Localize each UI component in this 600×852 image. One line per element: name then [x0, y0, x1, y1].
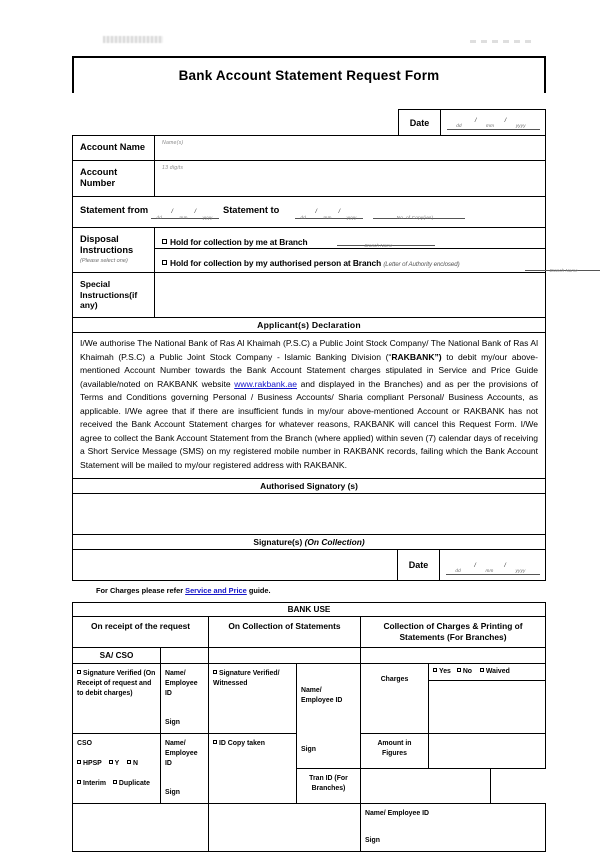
id-copy-taken-label: ID Copy taken: [219, 739, 265, 747]
authorised-signatory-heading-cell: [73, 479, 546, 494]
checkbox-signature-verified-icon[interactable]: [77, 670, 81, 674]
date-slash-2: /: [504, 118, 507, 124]
declaration-part-3: and displayed in the Branches) and as per the provisions of Terms and Conditions governing Personal / Business Accounts/ Sharia compliant Personal/ Business Accounts, as applicable. I/We agree that if there are insufficient funds in my/our above-mentioned Account or RAKBANK has not received the Bank Account Statement charges for whatever reasons, RAKBANK will cancel this Request Form. I/We agree to collect the Bank Account Statement from the Branch (where applied) within seven (7) calendar days of receiving a Short Service Message (SMS) on my registered mobile number in RAKBANK records, failing which the Bank Account Statement will be mailed to my/our registered address with RAKBANK.: [80, 378, 538, 470]
signature-verified-witnessed-cell[interactable]: [209, 663, 297, 733]
branch-name-input-2[interactable]: [525, 261, 600, 271]
account-name-hint: Name(s): [162, 140, 184, 146]
disposal-option-2-text: [162, 258, 460, 268]
sa-cso-label: SA/ CSO: [99, 650, 134, 660]
bank-use-col2-head-cell: [209, 617, 361, 648]
branch-name-hint-2: Branch Name: [549, 267, 578, 273]
checkbox-id-copy-taken-icon[interactable]: [213, 740, 217, 744]
collection-sign-label: Sign: [301, 745, 316, 753]
collection-name-sign-cell[interactable]: [297, 663, 361, 768]
hpsp-yes-label: Y: [114, 759, 120, 767]
collection-signature-heading: [73, 535, 545, 549]
collection-date-label: Date: [398, 550, 440, 580]
disposal-options-cell: [155, 227, 578, 273]
charges-note: [72, 581, 546, 602]
authorised-signatory-area[interactable]: [73, 494, 546, 535]
checkbox-hpsp-no-icon[interactable]: [127, 760, 131, 764]
checkbox-hpsp-icon[interactable]: [77, 760, 81, 764]
interim-label: Interim: [83, 779, 106, 787]
declaration-part-1: I/We authorise The National Bank of Ras Al Khaimah (P.S.C) a Public Joint Stock Company/ The National Bank of Ras Al Khaimah (P.S.C) a Public Joint Stock Company - Islamic Banking Division (“: [80, 338, 538, 362]
disposal-option-2-note: (Letter of Authority enclosed): [383, 260, 460, 268]
checkbox-duplicate-icon[interactable]: [113, 780, 117, 784]
charges-waived-label: Waived: [485, 667, 510, 675]
disposal-option-2[interactable]: [155, 249, 578, 273]
bank-use-table: [72, 602, 546, 852]
collection-signature-heading-row: [73, 535, 546, 550]
date-slash-1: /: [474, 118, 477, 124]
hpsp-label: HPSP: [83, 759, 102, 767]
checkbox-signature-witnessed-icon[interactable]: [213, 670, 217, 674]
form-sheet: [72, 56, 578, 852]
cso-cell[interactable]: [73, 733, 161, 803]
cso-name-employee-id-label: Name/ Employee ID: [165, 739, 198, 767]
date-mm-hint: mm: [486, 123, 495, 128]
statement-period-row: [73, 196, 546, 227]
signature-verified-witnessed-label: Signature Verified/ Witnessed: [213, 669, 280, 687]
from-mm-hint: mm: [179, 214, 188, 220]
authorised-signatory-area-row: [73, 494, 546, 535]
bank-use-col2-head: On Collection of Statements: [228, 621, 341, 632]
to-slash-1: /: [315, 208, 318, 215]
statement-from-label: Statement from: [80, 204, 149, 215]
account-name-label-cell: [73, 136, 155, 161]
id-copy-taken-cell[interactable]: [209, 733, 297, 803]
collection-yyyy-hint: yyyy: [515, 568, 526, 574]
disposal-option-1-text: [162, 237, 308, 247]
disposal-option-1[interactable]: [155, 228, 545, 249]
branch-name-hint-1: Branch Name: [364, 242, 393, 248]
sa-cso-cell: [73, 647, 161, 663]
date-label: Date: [399, 110, 441, 135]
collection-slash-2: /: [504, 563, 507, 570]
checkbox-hold-self-icon[interactable]: [162, 239, 167, 244]
checkbox-charges-waived-icon[interactable]: [480, 668, 484, 672]
from-slash-2: /: [194, 208, 197, 215]
checkbox-charges-yes-icon[interactable]: [433, 668, 437, 672]
hpsp-no-label: N: [132, 759, 138, 767]
statement-to-label: Statement to: [223, 204, 280, 215]
main-form-table: [72, 135, 578, 581]
branch-name-employee-id-label: Name/ Employee ID: [365, 809, 429, 817]
cso-hpsp-options[interactable]: [73, 754, 160, 774]
bank-use-footer-blank-1[interactable]: [73, 803, 209, 851]
declaration-heading: Applicant(s) Declaration: [257, 320, 361, 331]
account-name-row: [73, 136, 546, 161]
declaration-body-row: [73, 333, 546, 479]
tran-id-label-cell: [297, 768, 361, 803]
date-input[interactable]: [441, 110, 545, 135]
signature-verified-witnessed-option[interactable]: [209, 664, 296, 694]
declaration-body-cell: [73, 333, 546, 479]
sa-name-sign-cell[interactable]: [161, 663, 209, 733]
account-name-input[interactable]: [155, 136, 546, 161]
signature-verified-cell[interactable]: [73, 663, 161, 733]
charges-no-label: No: [462, 667, 472, 675]
charges-note-suffix: guide.: [246, 586, 271, 596]
declaration-heading-row: [73, 318, 546, 333]
special-instructions-label: Special Instructions(if any): [80, 278, 138, 311]
disposal-sub-label: (Please select one): [80, 258, 128, 265]
from-dd-hint: dd: [156, 214, 162, 220]
date-field-group: [398, 109, 546, 135]
to-mm-hint: mm: [323, 214, 332, 220]
disposal-instructions-label: [73, 228, 154, 271]
title-spacer: [72, 93, 546, 109]
declaration-text: [73, 333, 545, 478]
sa-cso-row: [73, 647, 546, 663]
date-yyyy-hint: yyyy: [515, 123, 526, 128]
branch-name-input-1[interactable]: [337, 236, 435, 246]
collection-date-input[interactable]: [440, 550, 545, 580]
sa-sign-label: Sign: [165, 718, 180, 726]
collection-mm-hint: mm: [485, 568, 494, 574]
special-instructions-label-cell: [73, 272, 155, 317]
to-yyyy-hint: yyyy: [346, 214, 357, 220]
scan-artifact-right: [470, 40, 532, 43]
disposal-instructions-row: [73, 227, 546, 272]
sa-cso-blank-3[interactable]: [361, 647, 546, 663]
from-slash-1: /: [171, 208, 174, 215]
charges-options-cell: [429, 663, 546, 733]
bank-use-body-row-1: [73, 663, 546, 733]
collection-signature-heading-cell: [73, 535, 546, 550]
scan-artifact-left: [103, 36, 163, 43]
bank-use-col3-head: Collection of Charges & Printing of Statements (For Branches): [383, 621, 523, 642]
to-dd-hint: dd: [300, 214, 306, 220]
statement-from-input[interactable]: [151, 207, 219, 219]
from-yyyy-hint: yyyy: [202, 214, 213, 220]
account-number-hint: 13 digits: [162, 164, 184, 171]
tran-id-label: Tran ID (For Branches): [309, 774, 348, 792]
account-number-input[interactable]: [155, 160, 546, 196]
collection-heading-text: Signature(s): [253, 537, 303, 548]
authorised-signatory-heading: Authorised Signatory (s): [260, 481, 358, 492]
checkbox-interim-icon[interactable]: [77, 780, 81, 784]
sa-cso-blank-2[interactable]: [209, 647, 361, 663]
date-dd-hint: dd: [456, 123, 462, 128]
cso-label: CSO: [77, 739, 92, 747]
statement-period-cell: [73, 196, 546, 227]
bank-use-heading-row: [73, 603, 546, 617]
date-dmy-line: [447, 119, 540, 130]
bank-use-col3-head-cell: [361, 617, 546, 648]
collection-heading-note: (On Collection): [304, 537, 365, 548]
service-and-price-link[interactable]: Service and Price: [185, 586, 247, 596]
collection-dd-hint: dd: [455, 568, 461, 574]
bank-use-col1-head-cell: [73, 617, 209, 648]
bank-use-heading: BANK USE: [287, 605, 331, 615]
checkbox-hold-authorised-icon[interactable]: [162, 260, 167, 265]
charges-value-input[interactable]: [429, 681, 545, 694]
bank-use-column-heads-row: [73, 617, 546, 648]
signature-verified-option[interactable]: [73, 664, 160, 704]
cso-interim-duplicate-options[interactable]: [73, 774, 160, 794]
authorised-signatory-heading-row: [73, 479, 546, 494]
charges-options-row[interactable]: [429, 664, 545, 681]
to-slash-2: /: [338, 208, 341, 215]
duplicate-label: Duplicate: [118, 779, 150, 787]
collection-date-dmy-line: [446, 564, 540, 575]
date-strip: [72, 109, 546, 135]
bank-use-footer-blank-2[interactable]: [209, 803, 361, 851]
collection-signature-area[interactable]: [73, 550, 398, 580]
cso-sign-label: Sign: [165, 788, 180, 796]
declaration-heading-cell: [73, 318, 546, 333]
charges-yes-label: Yes: [439, 667, 451, 675]
collection-signature-cell: [73, 550, 546, 581]
declaration-brand: RAKBANK”): [391, 351, 442, 362]
charges-label: Charges: [380, 675, 409, 683]
cso-name-sign-cell[interactable]: [161, 733, 209, 803]
disposal-label-cell: [73, 227, 155, 272]
branch-sign-label: Sign: [365, 836, 380, 844]
id-copy-taken-option[interactable]: [209, 734, 296, 754]
disposal-label-text: Disposal Instructions: [80, 233, 134, 256]
bank-use-heading-cell: [73, 603, 546, 617]
sa-name-employee-id-label: Name/ Employee ID: [165, 669, 198, 697]
page-title: Bank Account Statement Request Form: [178, 68, 440, 83]
disposal-option-2-label: Hold for collection by my authorised person at Branch: [170, 257, 382, 268]
disposal-option-1-label: Hold for collection by me at Branch: [170, 236, 308, 247]
no-of-copies-hint: No. of Copy(ies): [396, 214, 434, 220]
special-instructions-input[interactable]: [155, 272, 546, 317]
collection-slash-1: /: [474, 563, 477, 570]
account-number-label: Account Number: [80, 166, 118, 189]
checkbox-hpsp-yes-icon[interactable]: [109, 760, 113, 764]
collection-name-employee-id-label: Name/ Employee ID: [301, 686, 343, 704]
rakbank-website-link[interactable]: www.rakbank.ae: [234, 378, 297, 389]
form-title-box: [72, 56, 546, 93]
tran-id-input[interactable]: [361, 768, 491, 803]
no-of-copies-input[interactable]: [373, 207, 465, 219]
signature-verified-label: Signature Verified (On Receipt of request and to debit charges): [77, 669, 156, 697]
bank-use-col1-head: On receipt of the request: [90, 621, 191, 632]
declaration-part-2: to debit my/our above-mentioned Account Number towards the Bank Account Statement charges stipulated in Service and Price Guide (available/noted on RAKBANK website: [80, 351, 538, 389]
sa-cso-blank-1[interactable]: [161, 647, 209, 663]
charges-note-prefix: For Charges please refer: [96, 586, 186, 596]
collection-signature-row: [73, 550, 546, 581]
branch-name-sign-cell[interactable]: [361, 803, 546, 851]
amount-in-figures-label-cell: [361, 733, 429, 768]
charges-label-cell: [361, 663, 429, 733]
special-instructions-row: [73, 272, 546, 317]
bank-use-footer-row: [73, 803, 546, 851]
amount-in-figures-label: Amount in Figures: [377, 739, 412, 757]
checkbox-charges-no-icon[interactable]: [457, 668, 461, 672]
account-number-label-cell: [73, 160, 155, 196]
account-number-row: [73, 160, 546, 196]
amount-in-figures-input[interactable]: [429, 733, 546, 768]
account-name-label: Account Name: [80, 142, 146, 152]
statement-to-input[interactable]: [295, 207, 363, 219]
